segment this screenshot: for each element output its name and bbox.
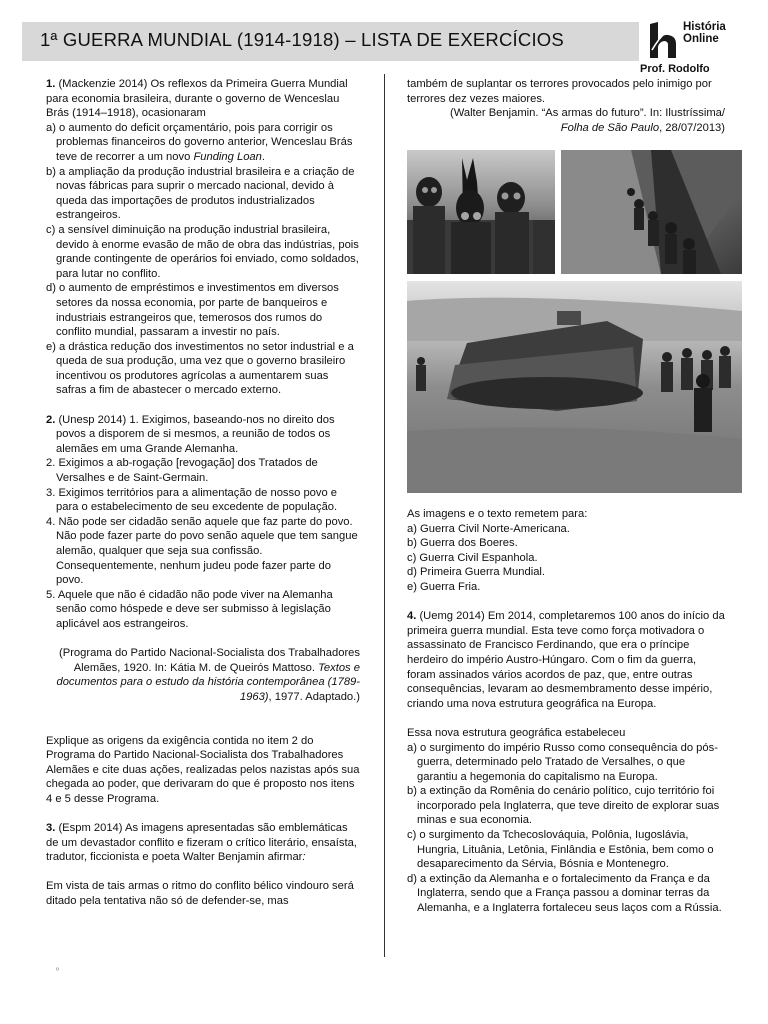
question-2-item-4: 4. Não pode ser cidadão senão aquele que faz parte do povo. Não pode fazer parte do povo senão aquele que tem sangue alemão, qualquer que seja sua confissão. Consequentemente, nenhum judeu pode fazer parte do povo. (46, 515, 358, 587)
question-3-quote-part-1: Em vista de tais armas o ritmo do conflito bélico vindouro será ditado pela tentativa não só de defender-se, mas (46, 880, 354, 908)
tank-soldiers-photo (407, 281, 742, 493)
question-4-option-c: c) o surgimento da Tchecoslováquia, Polônia, Iugoslávia, Hungria, Lituânia, Letônia, Finlândia e Estônia, bem como o desaparecimento da Sérvia, Bósnia e Montenegro. (407, 829, 714, 871)
page-title: 1ª GUERRA MUNDIAL (1914-1918) – LISTA DE EXERCÍCIOS (40, 29, 564, 50)
question-2-item-5: 5. Aquele que não é cidadão não pode viver na Alemanha senão como hóspede e deve ser submisso à legislação aplicável aos estrangeiros. (46, 588, 333, 630)
question-2-item-1: 2. (Unesp 2014) 1. Exigimos, baseando-nos no direito dos povos a disporem de si mesmos, a reunião de todos os alemães em uma Grande Alemanha. (46, 413, 335, 455)
right-column-lower (407, 507, 725, 916)
question-4-option-d: d) a extinção da Alemanha e o fortalecimento da França e da Inglaterra, sendo que a França passou a dominar terras da Alemanha, e a Inglaterra fortaleceu seus laços com a Rússia. (407, 872, 722, 915)
gas-mask-soldiers-photo (407, 150, 555, 274)
question-3-left (46, 821, 360, 909)
question-4-intro: 4. (Uemg 2014) Em 2014, completaremos 100 anos do início da primeira guerra mundial. Esta teve como força motivadora o assassinato de Francisco Ferdinando, que era o príncipe herdeiro do império Austro-Húngaro. Com o fim da guerra, foram assinados vários acordos de paz, que, entre outras consequências, levaram ao desmembramento desse império, criando uma nova estrutura geográfica na Europa. (407, 610, 725, 710)
author-name: Prof. Rodolfo (640, 63, 710, 75)
question-4 (407, 609, 725, 915)
question-3-option-e: e) Guerra Fria. (407, 580, 481, 593)
question-3-quote-part-2: também de suplantar os terrores provocados pelo inimigo por terrores dez vezes maiores. (407, 78, 712, 105)
question-3-stem: As imagens e o texto remetem para: (407, 508, 588, 520)
question-1 (46, 77, 360, 398)
question-4-option-b: b) a extinção da Romênia do cenário político, cujo território foi incorporado pela Inglaterra, que teve direito de explorar suas minas e sua economia. (407, 785, 720, 827)
question-1-option-b: b) a ampliação da produção industrial brasileira e a criação de novas fábricas para suprir o mercado nacional, devido à queda das importações de produtos industrializados estrangeiros. (46, 165, 355, 222)
question-3-option-d: d) Primeira Guerra Mundial. (407, 566, 546, 579)
question-4-number: 4. (407, 610, 417, 623)
left-column (46, 77, 360, 909)
question-1-number: 1. (46, 78, 56, 90)
question-2-item-2: 2. Exigimos a ab-rogação [revogação] dos Tratados de Versalhes e de Saint-Germain. (46, 457, 318, 485)
page-mark: º (56, 966, 59, 975)
question-2-number: 2. (46, 413, 56, 426)
question-4-option-a: a) o surgimento do império Russo como consequência do pós-guerra, determinado pelo Tratado de Versalhes, o que garantiu a hegemonia do capitalismo na Europa. (407, 741, 718, 783)
question-3-option-b: b) Guerra dos Boeres. (407, 537, 518, 550)
logo-text-historia: História (683, 21, 726, 33)
question-3-option-a: a) Guerra Civil Norte-Americana. (407, 522, 570, 535)
question-1-option-d: d) o aumento de empréstimos e investimentos em diversos setores da nossa economia, por parte de banqueiros e industriais estrangeiros que, temerosos dos rumos do conflito mundial, passaram a investir no país. (46, 282, 339, 339)
question-1-option-e: e) a drástica redução dos investimentos no setor industrial e a queda de sua produção, uma vez que o governo brasileiro incentivou os produtores agrícolas a aumentarem suas safras a fim de abastecer o mercado externo. (46, 340, 354, 397)
right-column (407, 77, 725, 135)
question-2 (46, 413, 360, 807)
question-1-option-a: a) o aumento do deficit orçamentário, pois para corrigir os problemas financeiros do governo anterior, Wenceslau Brás teve de recorrer a um novo Funding Loan. (46, 121, 353, 163)
column-divider (384, 74, 385, 957)
question-2-prompt: Explique as origens da exigência contida no item 2 do Programa do Partido Nacional-Socialista dos Trabalhadores Alemães e cite duas ações, realizadas pelos nazistas após sua chegada ao poder, que derivaram do que é proposto nos itens 4 e 5 desse Programa. (46, 734, 360, 805)
question-3-source: (Walter Benjamin. “As armas do futuro”. In: Ilustríssima/ Folha de São Paulo, 28/07/2013) (449, 107, 725, 134)
question-3-stem-block (407, 507, 725, 595)
question-3-option-c: c) Guerra Civil Espanhola. (407, 551, 538, 564)
question-4-stem: Essa nova estrutura geográfica estabeleceu (407, 726, 626, 739)
question-3-intro: 3. (Espm 2014) As imagens apresentadas são emblemáticas de um devastador conflito e fizeram o crítico literário, ensaísta, tradutor, ficcionista e poeta Walter Benjamin afirmar: (46, 822, 357, 864)
question-2-item-3: 3. Exigimos territórios para a alimentação de nosso povo e para o estabelecimento de seu excedente de população. (46, 486, 338, 514)
question-1-intro: 1. (Mackenzie 2014) Os reflexos da Primeira Guerra Mundial para economia brasileira, durante o governo de Wenceslau Brás (1914–1918), ocasionaram (46, 78, 348, 120)
question-3-number: 3. (46, 822, 56, 835)
question-2-source: (Programa do Partido Nacional-Socialista dos Trabalhadores Alemães, 1920. In: Kátia M. de Queirós Mattoso. Textos e documentos para o estudo da história contemporânea (1789-1963), 1977. Adaptado.) (56, 647, 360, 703)
logo-text-online: Online (683, 33, 719, 45)
question-1-option-c: c) a sensível diminuição na produção industrial brasileira, devido à enorme evasão de mão de obra das indústrias, pois grande contingente de operários foi enviado, como soldados, para lutar no conflito. (46, 223, 359, 280)
trench-soldiers-photo (561, 150, 742, 274)
